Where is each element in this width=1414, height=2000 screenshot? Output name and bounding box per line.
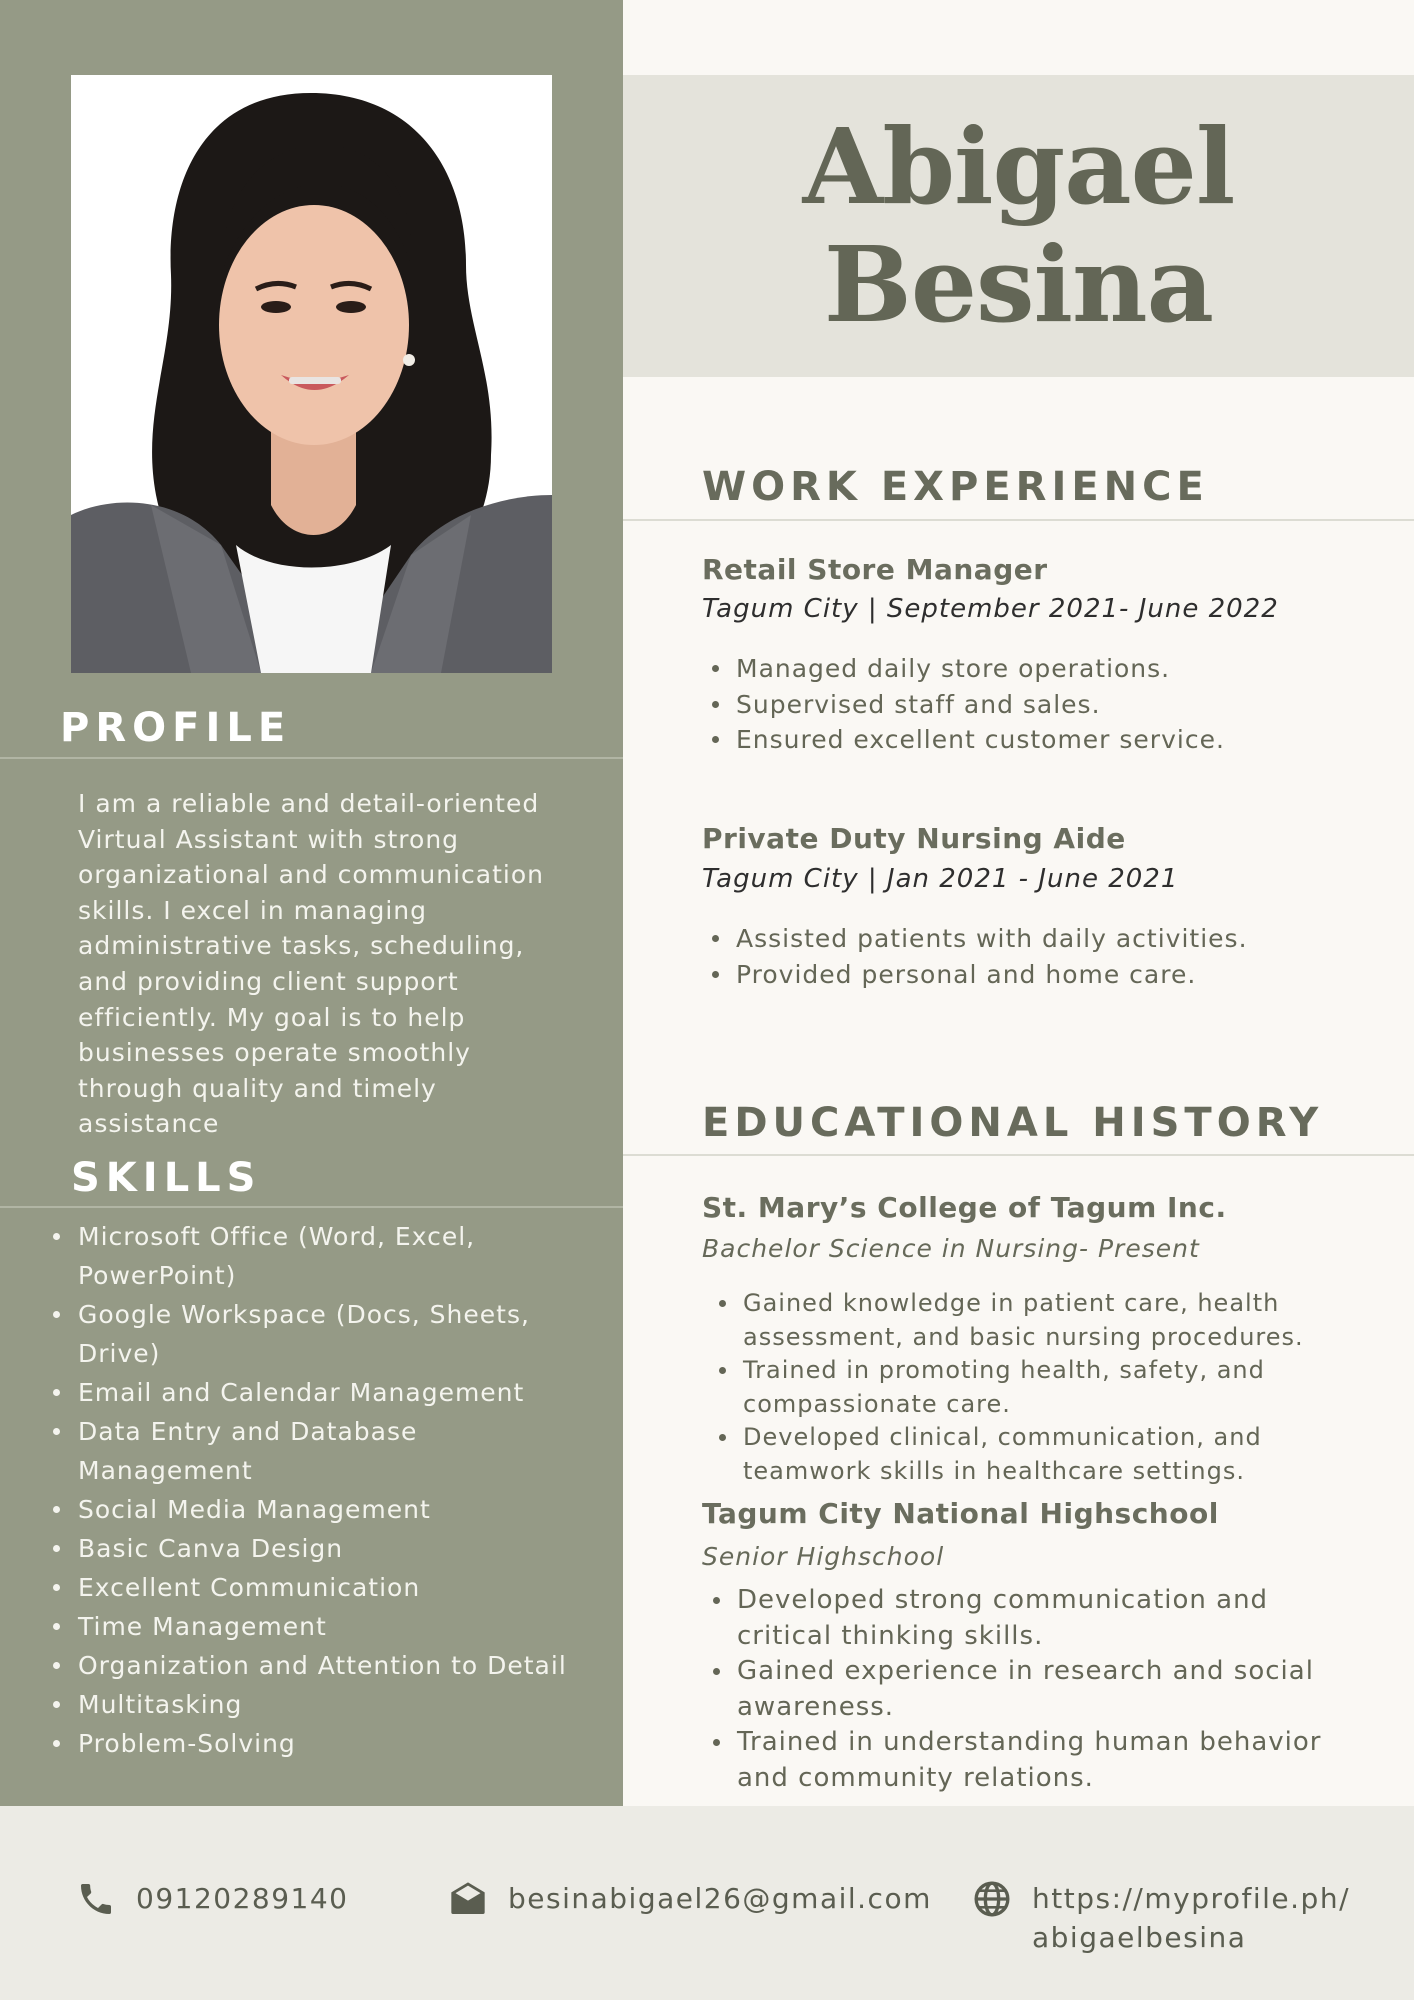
school-program: Senior Highschool bbox=[702, 1542, 945, 1571]
school-name: Tagum City National Highschool bbox=[702, 1497, 1219, 1530]
list-item: Basic Canva Design bbox=[78, 1529, 588, 1568]
job-meta: Tagum City | September 2021- June 2022 bbox=[702, 594, 1279, 624]
list-item: Multitasking bbox=[78, 1685, 588, 1724]
skills-divider bbox=[0, 1206, 623, 1208]
website-url bbox=[1032, 1879, 1350, 1957]
education-divider bbox=[623, 1154, 1414, 1156]
list-item: Provided personal and home care. bbox=[736, 957, 1248, 993]
profile-photo bbox=[71, 75, 552, 673]
list-item: Trained in promoting health, safety, and compassionate care. bbox=[743, 1354, 1343, 1421]
name-banner bbox=[623, 75, 1414, 377]
list-item: Developed strong communication and critical thinking skills. bbox=[737, 1583, 1357, 1654]
work-heading: WORK EXPERIENCE bbox=[702, 464, 1209, 510]
phone-contact[interactable] bbox=[76, 1879, 348, 1919]
globe-icon bbox=[972, 1879, 1012, 1919]
list-item: Social Media Management bbox=[78, 1490, 588, 1529]
job-meta: Tagum City | Jan 2021 - June 2021 bbox=[702, 864, 1179, 894]
list-item: Developed clinical, communication, and teamwork skills in healthcare settings. bbox=[743, 1421, 1343, 1488]
email-address: besinabigael26@gmail.com bbox=[508, 1882, 932, 1915]
profile-divider bbox=[0, 757, 623, 759]
list-item: Assisted patients with daily activities. bbox=[736, 921, 1248, 957]
job-bullets bbox=[736, 921, 1248, 992]
school-name: St. Mary’s College of Tagum Inc. bbox=[702, 1191, 1227, 1224]
website-line-2: abigaelbesina bbox=[1032, 1921, 1247, 1954]
list-item: Supervised staff and sales. bbox=[736, 687, 1225, 723]
phone-icon bbox=[76, 1879, 116, 1919]
list-item: Time Management bbox=[78, 1607, 588, 1646]
profile-heading: PROFILE bbox=[60, 705, 292, 751]
education-heading: EDUCATIONAL HISTORY bbox=[702, 1100, 1324, 1146]
job-title: Retail Store Manager bbox=[702, 553, 1048, 586]
work-divider bbox=[623, 519, 1414, 521]
contact-footer bbox=[0, 1806, 1414, 2000]
school-bullets bbox=[743, 1287, 1343, 1488]
sidebar bbox=[0, 0, 623, 1806]
skills-list bbox=[78, 1217, 588, 1763]
list-item: Gained experience in research and social awareness. bbox=[737, 1654, 1357, 1725]
website-line-1: https://myprofile.ph/ bbox=[1032, 1882, 1351, 1915]
job-bullets bbox=[736, 651, 1225, 758]
last-name: Besina bbox=[823, 223, 1214, 346]
website-contact[interactable] bbox=[972, 1879, 1350, 1957]
list-item: Excellent Communication bbox=[78, 1568, 588, 1607]
email-contact[interactable] bbox=[448, 1879, 932, 1919]
list-item: Google Workspace (Docs, Sheets, Drive) bbox=[78, 1295, 588, 1373]
list-item: Ensured excellent customer service. bbox=[736, 722, 1225, 758]
list-item: Problem-Solving bbox=[78, 1724, 588, 1763]
list-item: Trained in understanding human behavior and community relations. bbox=[737, 1725, 1357, 1796]
list-item: Gained knowledge in patient care, health assessment, and basic nursing procedures. bbox=[743, 1287, 1343, 1354]
phone-number: 09120289140 bbox=[136, 1882, 349, 1915]
envelope-icon bbox=[448, 1879, 488, 1919]
list-item: Data Entry and Database Management bbox=[78, 1412, 588, 1490]
school-bullets bbox=[737, 1583, 1357, 1796]
job-title: Private Duty Nursing Aide bbox=[702, 822, 1126, 855]
list-item: Managed daily store operations. bbox=[736, 651, 1225, 687]
list-item: Microsoft Office (Word, Excel, PowerPoint) bbox=[78, 1217, 588, 1295]
first-name: Abigael bbox=[802, 105, 1235, 228]
school-program: Bachelor Science in Nursing- Present bbox=[702, 1234, 1200, 1263]
list-item: Organization and Attention to Detail bbox=[78, 1646, 588, 1685]
list-item: Email and Calendar Management bbox=[78, 1373, 588, 1412]
skills-heading: SKILLS bbox=[71, 1155, 262, 1201]
profile-text: I am a reliable and detail-oriented Virtual Assistant with strong organizational and communication skills. I excel in managing administrative tasks, scheduling, and providing client support efficiently. My goal is to help businesses operate smoothly through quality and timely assistance bbox=[78, 789, 544, 1139]
